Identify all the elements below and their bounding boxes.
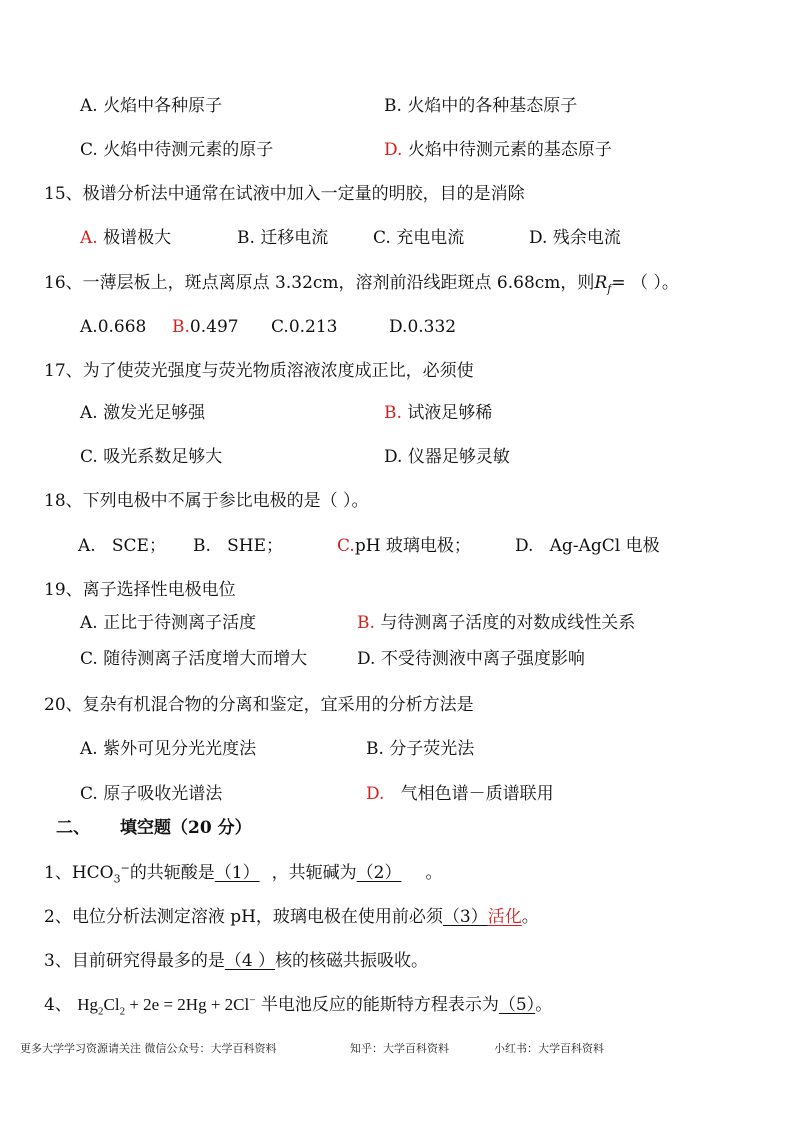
answer-letter: C.: [337, 536, 355, 556]
q19-option-a: A. 正比于待测离子活度: [80, 613, 257, 633]
answer-letter: B.: [384, 403, 402, 423]
q19-option-d: D. 不受待测液中离子强度影响: [357, 649, 585, 669]
q20-option-c: C. 原子吸收光谱法: [80, 784, 223, 804]
q17-option-c: C. 吸光系数足够大: [80, 447, 223, 467]
q18-option-a: A. SCE；: [78, 536, 166, 556]
q15-option-a: A. 极谱极大: [80, 228, 172, 248]
q17-stem: 17、为了使荧光强度与荧光物质溶液浓度成正比，必须使: [44, 361, 474, 381]
q14-option-d: D. 火焰中待测元素的基态原子: [384, 140, 612, 160]
q15-stem: 15、极谱分析法中通常在试液中加入一定量的明胶，目的是消除: [44, 184, 525, 204]
q16-option-b: B.0.497: [172, 317, 239, 337]
q19-option-c: C. 随待测离子活度增大而增大: [80, 649, 308, 669]
footer-zhihu: 知乎：大学百科资料: [350, 1042, 449, 1055]
footer-wechat: 更多大学学习资源请关注 微信公众号：大学百科资料: [20, 1042, 277, 1055]
fill-4: 4、 $Hg_2Cl_2 + 2e = 2Hg + 2Cl^-$ 半电池反应的能斯特方程表示为（5）。: [44, 994, 553, 1018]
q20-stem: 20、复杂有机混合物的分离和鉴定，宜采用的分析方法是: [44, 695, 474, 715]
section-heading: [56, 817, 252, 839]
q19-stem: 19、离子选择性电极电位: [44, 580, 236, 600]
q16-option-a: A.0.668: [80, 317, 147, 337]
q14-option-b: B. 火焰中的各种基态原子: [384, 96, 578, 116]
answer-letter: D.: [384, 140, 403, 160]
answer-letter: B.: [172, 317, 190, 337]
q20-option-a: A. 紫外可见分光光度法: [80, 739, 257, 759]
q16-stem: 16、一薄层板上，斑点离原点 3.32cm，溶剂前沿线距斑点 6.68cm，则$R_f=$ （ ）。: [44, 273, 679, 296]
q15-option-c: C. 充电电流: [373, 228, 465, 248]
q19-option-b: B. 与待测离子活度的对数成线性关系: [357, 613, 636, 633]
rf-symbol: R: [594, 273, 608, 293]
answer-letter: A.: [80, 228, 98, 248]
q20-option-b: B. 分子荧光法: [366, 739, 475, 759]
footer-xiaohongshu: 小红书：大学百科资料: [494, 1042, 604, 1055]
section-number: 二、: [56, 818, 90, 838]
fill-2: 2、电位分析法测定溶液 pH，玻璃电极在使用前必须（3）活化。: [44, 907, 539, 927]
q18-option-b: B. SHE；: [193, 536, 284, 556]
q20-option-d: D. 气相色谱－质谱联用: [366, 784, 554, 804]
q18-option-d: D. Ag-AgCl 电极: [515, 536, 660, 556]
blank-3-answer: 活化: [487, 907, 522, 927]
fill-3: 3、目前研究得最多的是（4 ）核的核磁共振吸收。: [44, 951, 429, 971]
section-title: 填空题（20 分）: [120, 818, 252, 838]
q16-option-d: D.0.332: [389, 317, 457, 337]
q17-option-b: B. 试液足够稀: [384, 403, 493, 423]
fill-1: 1、$HCO_3^-$的共轭酸是（1） ，共轭碱为（2） 。: [44, 861, 443, 886]
q14-option-a: A. 火焰中各种原子: [80, 96, 223, 116]
blank-4: （4 ）: [224, 951, 276, 971]
q17-option-d: D. 仪器足够灵敏: [384, 447, 510, 467]
blank-5: （5）: [498, 995, 536, 1015]
answer-letter: D.: [366, 784, 385, 804]
q17-option-a: A. 激发光足够强: [80, 403, 206, 423]
blank-3: （3）: [442, 907, 488, 927]
blank-1: （1）: [214, 863, 260, 883]
answer-letter: B.: [357, 613, 375, 633]
blank-2: （2）: [356, 863, 402, 883]
q18-option-c: C.pH 玻璃电极；: [337, 536, 471, 556]
q18-stem: 18、下列电极中不属于参比电极的是（ ）。: [44, 491, 369, 511]
q15-option-d: D. 残余电流: [529, 228, 621, 248]
q16-option-c: C.0.213: [271, 317, 338, 337]
q15-option-b: B. 迁移电流: [237, 228, 329, 248]
q14-option-c: C. 火焰中待测元素的原子: [80, 140, 274, 160]
equation: $Hg_2Cl_2 + 2e = 2Hg + 2Cl^-$: [77, 994, 256, 1018]
